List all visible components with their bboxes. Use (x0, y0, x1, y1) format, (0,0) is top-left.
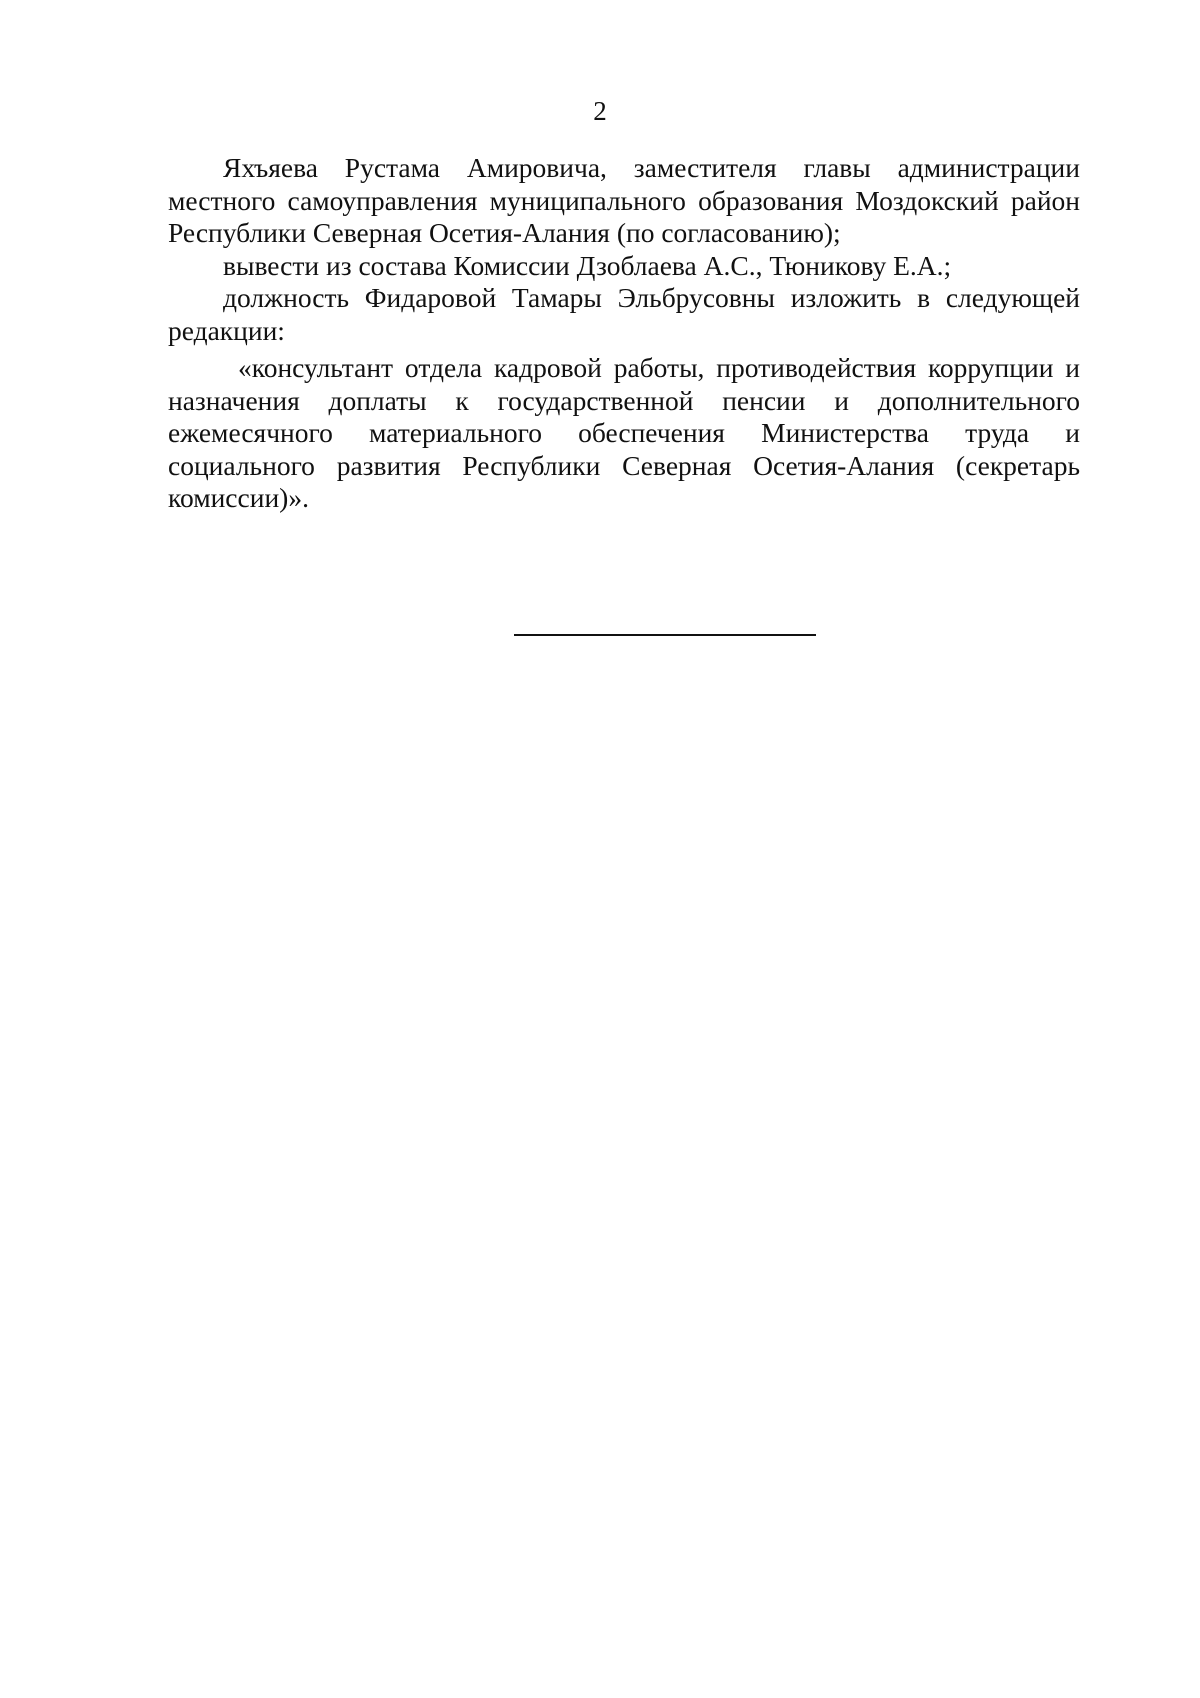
page-number: 2 (593, 96, 607, 126)
paragraph-remove-members: вывести из состава Комиссии Дзоблаева А.С., Тюникову Е.А.; (223, 249, 952, 281)
document-body (168, 152, 1080, 515)
end-of-text-rule (514, 634, 816, 636)
paragraph-appointee: Яхъяева Рустама Амировича, заместителя главы администрации местного самоуправления муниципального образования Моздокский район Республики Северная Осетия-Алания (по согласованию); (168, 152, 1080, 248)
paragraph-position-change: должность Фидаровой Тамары Эльбрусовны изложить в следующей редакции: (168, 282, 1080, 346)
paragraph-new-position: «консультант отдела кадровой работы, противодействия коррупции и назначения доплаты к государственной пенсии и дополнительного ежемесячного материального обеспечения Министерства труда и социального развития Республики Северная Осетия-Алания (секретарь комиссии)». (168, 352, 1080, 513)
